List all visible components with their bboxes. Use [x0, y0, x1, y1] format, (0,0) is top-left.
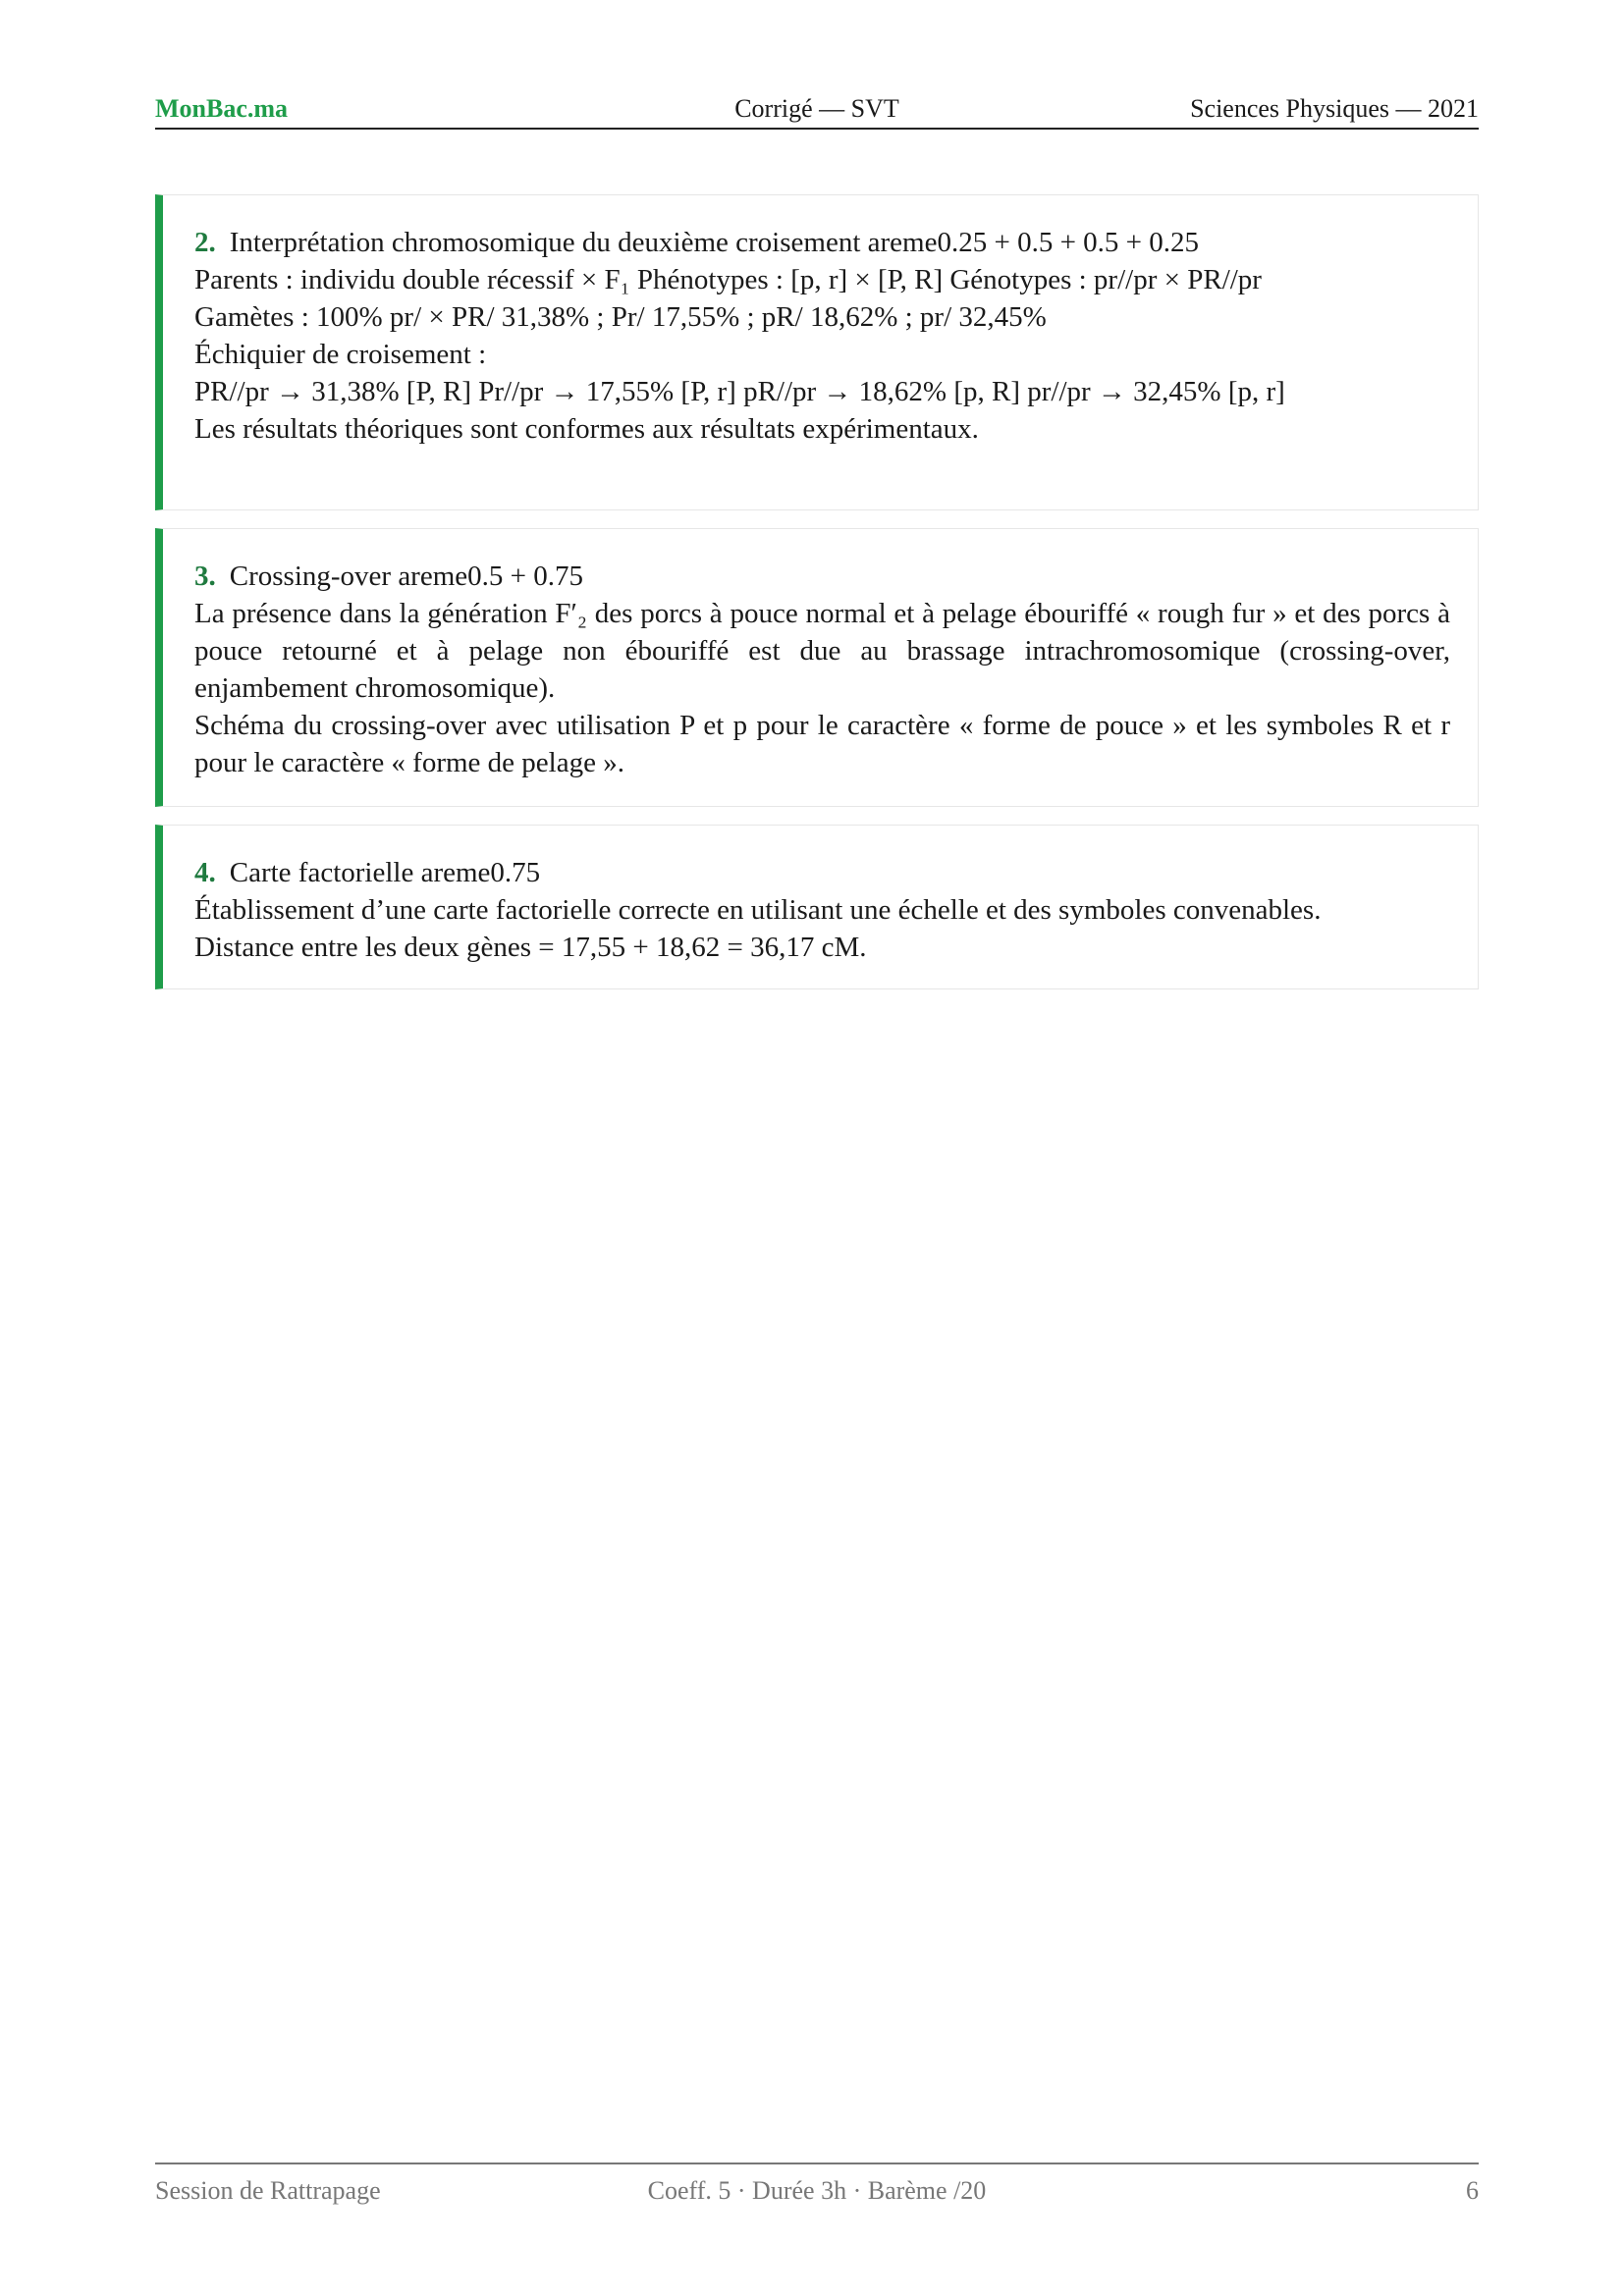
question-heading: [194, 854, 1450, 891]
answer-line: Parents : individu double récessif × F₁ Phénotypes : [p, r] × [P, R] Génotypes : pr//pr × PR//pr: [194, 264, 1262, 295]
question-heading: [194, 224, 1450, 261]
question-number: 2.: [194, 227, 216, 258]
answer-box-2: [155, 194, 1479, 510]
question-number: 4.: [194, 857, 216, 888]
answer-line: Échiquier de croisement :: [194, 339, 487, 370]
question-title: Interprétation chromosomique du deuxième croisement areme0.25 + 0.5 + 0.5 + 0.25: [229, 227, 1200, 258]
footer-exam-info: Coeff. 5 · Durée 3h · Barème /20: [647, 2176, 987, 2205]
answer-line: Gamètes : 100% pr/ × PR/ 31,38% ; Pr/ 17,55% ; pR/ 18,62% ; pr/ 32,45%: [194, 301, 1047, 333]
header-series-year: Sciences Physiques — 2021: [1190, 94, 1479, 123]
footer-session: Session de Rattrapage: [155, 2176, 381, 2205]
answer-line: Les résultats théoriques sont conformes aux résultats expérimentaux.: [194, 413, 979, 445]
answer-box-3: [155, 528, 1479, 807]
brand-logo: MonBac.ma: [155, 94, 289, 123]
page-footer: [155, 2163, 1479, 2205]
question-title: Crossing-over areme0.5 + 0.75: [229, 561, 583, 592]
answer-line: PR//pr → 31,38% [P, R] Pr//pr → 17,55% [P, r] pR//pr → 18,62% [p, R] pr//pr → 32,45% [p, r]: [194, 376, 1285, 407]
question-title: Carte factorielle areme0.75: [229, 857, 541, 888]
answer-line: Établissement d’une carte factorielle correcte en utilisant une échelle et des symboles convenables.: [194, 894, 1322, 926]
question-heading: [194, 558, 1450, 595]
answer-line: Distance entre les deux gènes = 17,55 + 18,62 = 36,17 cM.: [194, 932, 867, 963]
answer-paragraph: Schéma du crossing-over avec utilisation P et p pour le caractère « forme de pouce » et les symboles R et r pour le caractère « forme de pelage ».: [194, 710, 1450, 778]
question-number: 3.: [194, 561, 216, 592]
header-subject: Corrigé — SVT: [734, 94, 899, 123]
answer-box-4: [155, 825, 1479, 989]
answer-paragraph: La présence dans la génération F′₂ des porcs à pouce normal et à pelage ébouriffé « rough fur » et des porcs à pouce retourné et à pelage non ébouriffé est due au brassage intrachromosomique (crossing-over, enjambement chromosomique).: [194, 598, 1450, 704]
page-number: 6: [1466, 2176, 1479, 2205]
page-header: [155, 90, 1479, 130]
